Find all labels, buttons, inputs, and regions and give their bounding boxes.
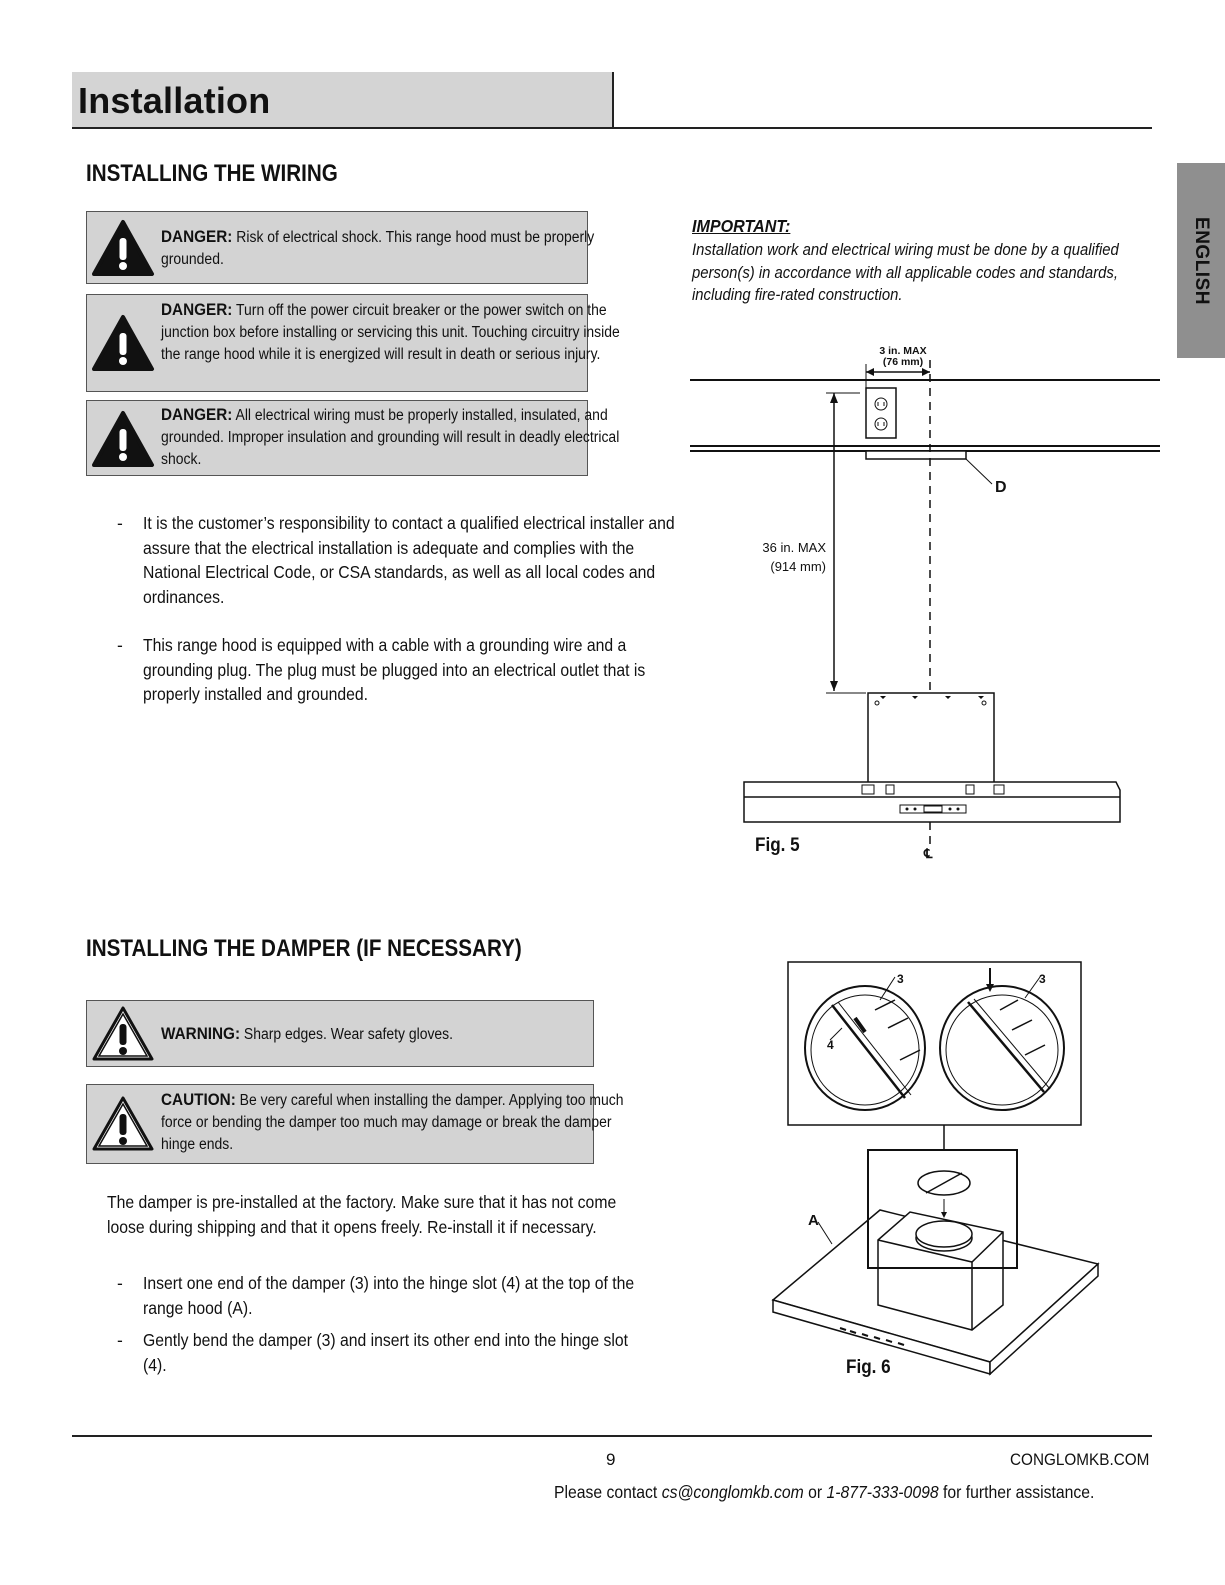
danger-triangle-icon (91, 313, 155, 373)
danger-alert-2 (86, 294, 620, 392)
danger-alert-3 (86, 400, 620, 476)
footer-contact-or: or (803, 1482, 827, 1502)
fig5-dim-side-line2: (914 mm) (770, 559, 826, 574)
language-tab-label: ENGLISH (1191, 216, 1213, 305)
danger-alert-2-text (161, 299, 638, 366)
bullet-dash: - (117, 635, 123, 655)
bullet-dash: - (117, 1273, 123, 1293)
caution-alert (86, 1084, 624, 1164)
fig5-dim-top-line1: 3 in. MAX (879, 345, 927, 357)
danger-alert-1-label: DANGER: (161, 227, 233, 246)
fig5-diagram (690, 335, 1165, 865)
bullet-dash: - (117, 1330, 123, 1350)
language-tab-label-wrap (1177, 163, 1225, 358)
danger-alert-2-body: Turn off the power circuit breaker or the power switch on the junction box before installing or servicing this unit. Touching circuitry inside the range hood while it is energized will result in death or serious injury. (161, 302, 620, 363)
warning-alert-body: Sharp edges. Wear safety gloves. (243, 1026, 454, 1043)
support-email-link[interactable]: cs@conglomkb.com (661, 1482, 804, 1502)
page-title: Installation (78, 80, 271, 121)
danger-alert-2-label: DANGER: (161, 300, 233, 319)
fig6-diagram (760, 955, 1120, 1385)
footer-rule (72, 1435, 1152, 1437)
callout-d-leader (966, 459, 992, 484)
caution-alert-label: CAUTION: (161, 1090, 236, 1109)
footer-contact-prefix: Please contact (554, 1482, 662, 1502)
wiring-section-title: INSTALLING THE WIRING (86, 160, 338, 187)
fig6-label: Fig. 6 (846, 1357, 891, 1378)
page-number: 9 (606, 1450, 616, 1469)
bullet-dash: - (117, 513, 123, 533)
chimney (868, 693, 994, 788)
warning-alert-label: WARNING: (161, 1024, 241, 1043)
warning-alert (86, 1000, 594, 1067)
warning-alert-text (161, 1023, 638, 1046)
fig5-dim-top-line2: (76 mm) (882, 356, 924, 368)
caution-triangle-icon (91, 1095, 155, 1153)
fig5-label: Fig. 5 (755, 835, 800, 856)
wiring-bullet-2: This range hood is equipped with a cable with a grounding wire and a grounding plug. The plug must be plugged into an electrical outlet that is properly installed and grounded. (143, 635, 646, 704)
hood-body (744, 782, 1120, 822)
fig6-callout-3-left: 3 (897, 972, 904, 986)
danger-alert-3-body: All electrical wiring must be properly installed, insulated, and grounded. Improper insulation and grounding will result in deadly electrical shock. (161, 407, 620, 468)
wiring-bullet-1: It is the customer’s responsibility to contact a qualified electrical installer and assure that the electrical installation is adequate and complies with the National Electrical Code, or CSA standards, as well as all local codes and ordinances. (143, 513, 675, 607)
important-text: Installation work and electrical wiring must be done by a qualified person(s) in accordance with all applicable codes and standards, including fire-rated construction. (692, 241, 1119, 304)
damper-step-1: Insert one end of the damper (3) into the hinge slot (4) at the top of the range hood (A). (143, 1273, 635, 1318)
outlet-icon (866, 388, 896, 438)
fig6-callout-4: 4 (827, 1038, 834, 1052)
danger-triangle-icon (91, 218, 155, 278)
fig6-callout-a: A (808, 1212, 819, 1229)
danger-alert-3-label: DANGER: (161, 405, 233, 424)
fig5-dim-side-line1: 36 in. MAX (762, 540, 826, 555)
damper-step-2: Gently bend the damper (3) and insert its other end into the hinge slot (4). (143, 1330, 629, 1375)
danger-alert-1 (86, 211, 595, 284)
fig6-callout-3-right: 3 (1039, 972, 1046, 986)
footer-contact-suffix: for further assistance. (938, 1482, 1095, 1502)
damper-section-title: INSTALLING THE DAMPER (IF NECESSARY) (86, 935, 522, 962)
warning-triangle-icon (91, 1005, 155, 1063)
support-phone-link[interactable]: 1-877-333-0098 (826, 1482, 939, 1502)
danger-alert-1-body: Risk of electrical shock. This range hood must be properly grounded. (161, 229, 595, 268)
fig5-callout-d: D (995, 479, 1007, 496)
footer-site: CONGLOMKB.COM (1010, 1450, 1150, 1469)
caution-alert-text (161, 1089, 638, 1156)
header-rule (72, 127, 1152, 129)
fig5-centerline-symbol: ℄ (924, 846, 933, 861)
damper-intro: The damper is pre-installed at the factory. Make sure that it has not come loose during shipping and that it opens freely. Re-install it if necessary. (107, 1192, 617, 1237)
danger-triangle-icon (91, 409, 155, 469)
mounting-plate (866, 451, 966, 459)
caution-alert-body: Be very careful when installing the damper. Applying too much force or bending the damper too much may damage or break the damper hinge ends. (161, 1092, 624, 1153)
important-heading: IMPORTANT: (692, 216, 791, 236)
danger-alert-3-text (161, 404, 638, 471)
footer-contact (554, 1482, 1094, 1503)
danger-alert-1-text (161, 226, 638, 271)
